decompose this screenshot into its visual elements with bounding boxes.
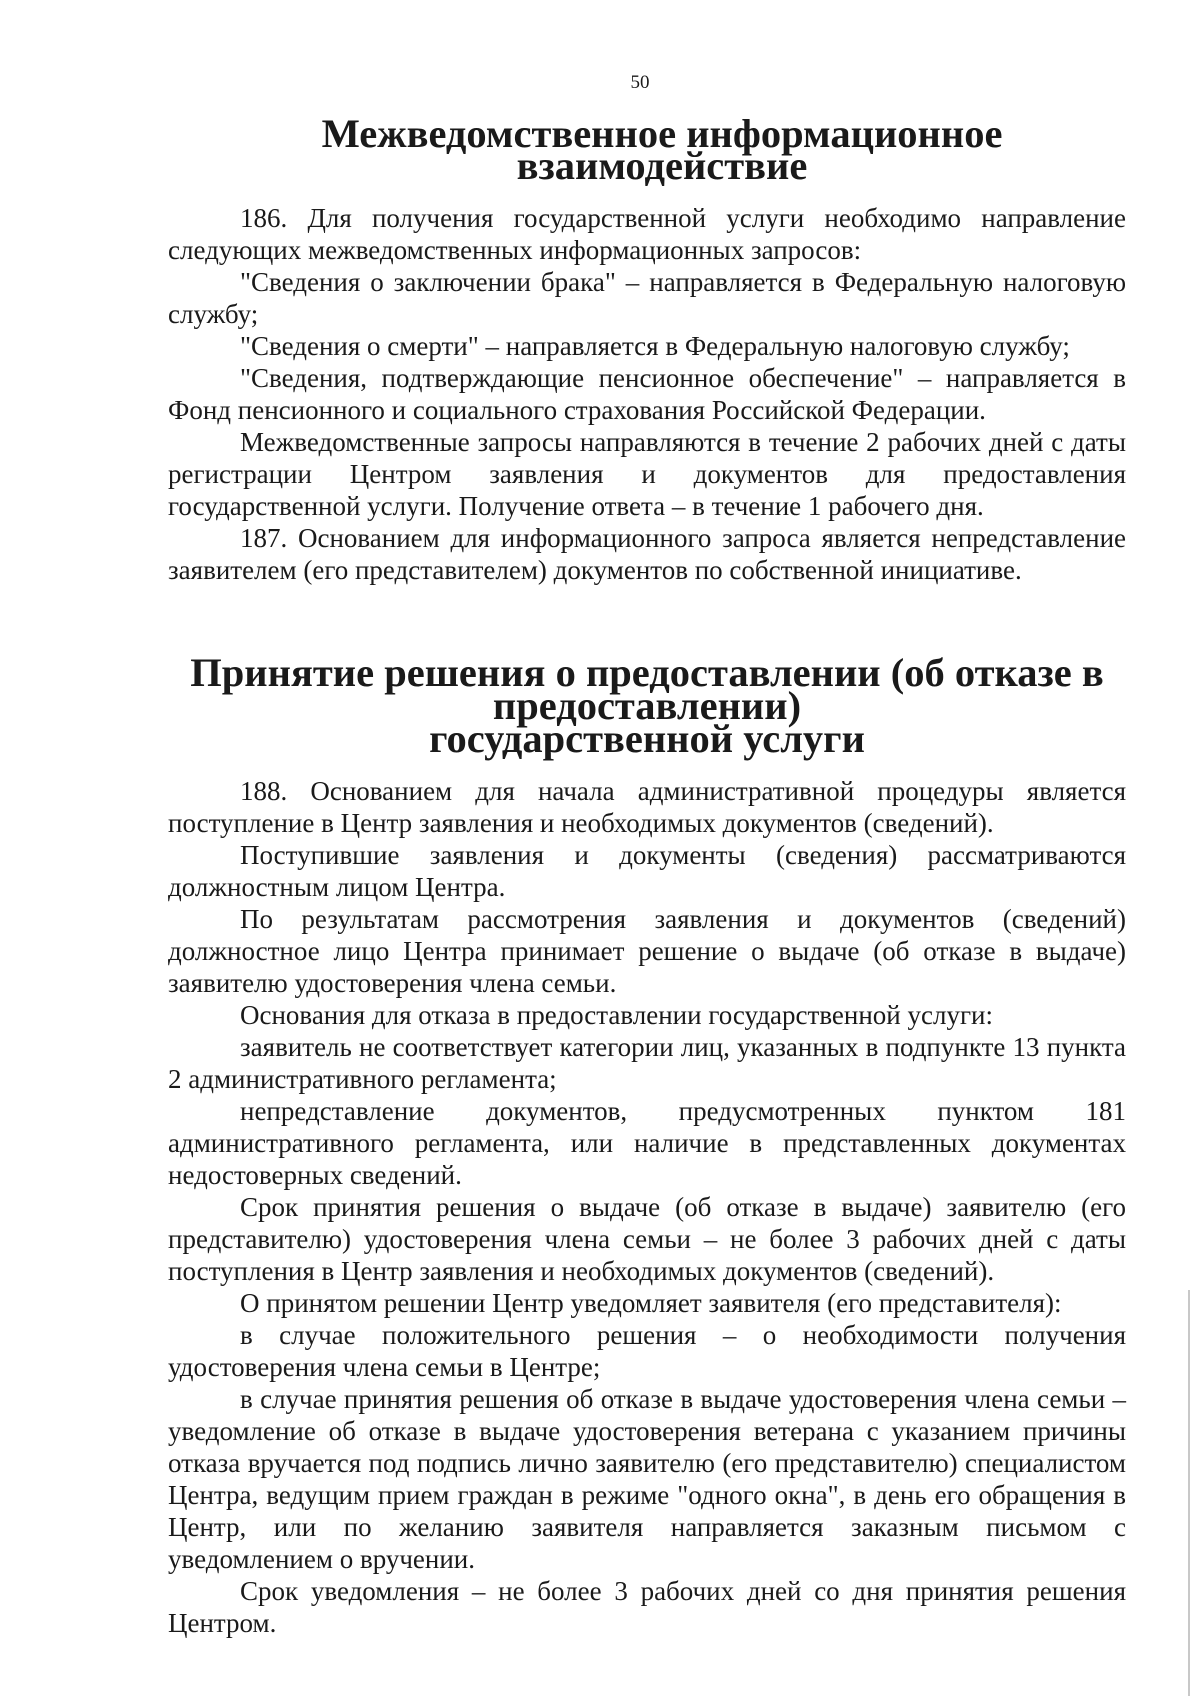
paragraph: "Сведения, подтверждающие пенсионное обеспечение" – направляется в Фонд пенсионного и социального страхования Российской Федерации. — [168, 363, 1126, 425]
paragraph: 186. Для получения государственной услуги необходимо направление следующих межведомственных информационных запросов: — [168, 203, 1126, 265]
section-interagency — [168, 202, 1126, 586]
scan-edge-line — [1188, 1290, 1190, 1696]
document-body — [168, 111, 1126, 1639]
section-title-decision — [168, 650, 1126, 761]
section-title-interagency: Межведомственное информационное взаимодействие — [321, 111, 1003, 188]
paragraph: в случае принятия решения об отказе в выдаче удостоверения члена семьи – уведомление об отказе в выдаче удостоверения ветерана с указанием причины отказа вручается под подпись лично заявителю (его представителю) специалистом Центра, ведущим прием граждан в режиме "одного окна", в день его обращения в Центр, или по желанию заявителя направляется заказным письмом с уведомлением о вручении. — [168, 1384, 1126, 1574]
paragraph: 187. Основанием для информационного запроса является непредставление заявителем (его представителем) документов по собственной инициативе. — [168, 523, 1126, 585]
paragraph: Срок уведомления – не более 3 рабочих дней со дня принятия решения Центром. — [168, 1576, 1126, 1638]
paragraph: 188. Основанием для начала административной процедуры является поступление в Центр заявления и необходимых документов (сведений). — [168, 776, 1126, 838]
paragraph: Основания для отказа в предоставлении государственной услуги: — [240, 1000, 993, 1030]
paragraph: "Сведения о смерти" – направляется в Федеральную налоговую службу; — [240, 331, 1070, 361]
paragraph: О принятом решении Центр уведомляет заявителя (его представителя): — [240, 1288, 1062, 1318]
paragraph: Срок принятия решения о выдаче (об отказе в выдаче) заявителю (его представителю) удостоверения члена семьи – не более 3 рабочих дней с даты поступления в Центр заявления и необходимых документов (сведений). — [168, 1192, 1126, 1286]
section-title-line-1: Принятие решения о предоставлении (об отказе в предоставлении) — [190, 650, 1104, 728]
section-title-line-2: государственной услуги — [429, 716, 865, 761]
paragraph: непредставление документов, предусмотренных пунктом 181 административного регламента, или наличие в представленных документах недостоверных сведений. — [168, 1096, 1126, 1190]
page-number: 50 — [630, 72, 650, 93]
paragraph: Межведомственные запросы направляются в течение 2 рабочих дней с даты регистрации Центром заявления и документов для предоставления государственной услуги. Получение ответа – в течение 1 рабочего дня. — [168, 427, 1126, 521]
paragraph: заявитель не соответствует категории лиц, указанных в подпункте 13 пункта 2 административного регламента; — [168, 1032, 1126, 1094]
paragraph: Поступившие заявления и документы (сведения) рассматриваются должностным лицом Центра. — [168, 840, 1126, 902]
paragraph: По результатам рассмотрения заявления и документов (сведений) должностное лицо Центра принимает решение о выдаче (об отказе в выдаче) заявителю удостоверения члена семьи. — [168, 904, 1126, 998]
paragraph: "Сведения о заключении брака" – направляется в Федеральную налоговую службу; — [168, 267, 1126, 329]
section-decision — [168, 775, 1126, 1639]
paragraph: в случае положительного решения – о необходимости получения удостоверения члена семьи в Центре; — [168, 1320, 1126, 1382]
